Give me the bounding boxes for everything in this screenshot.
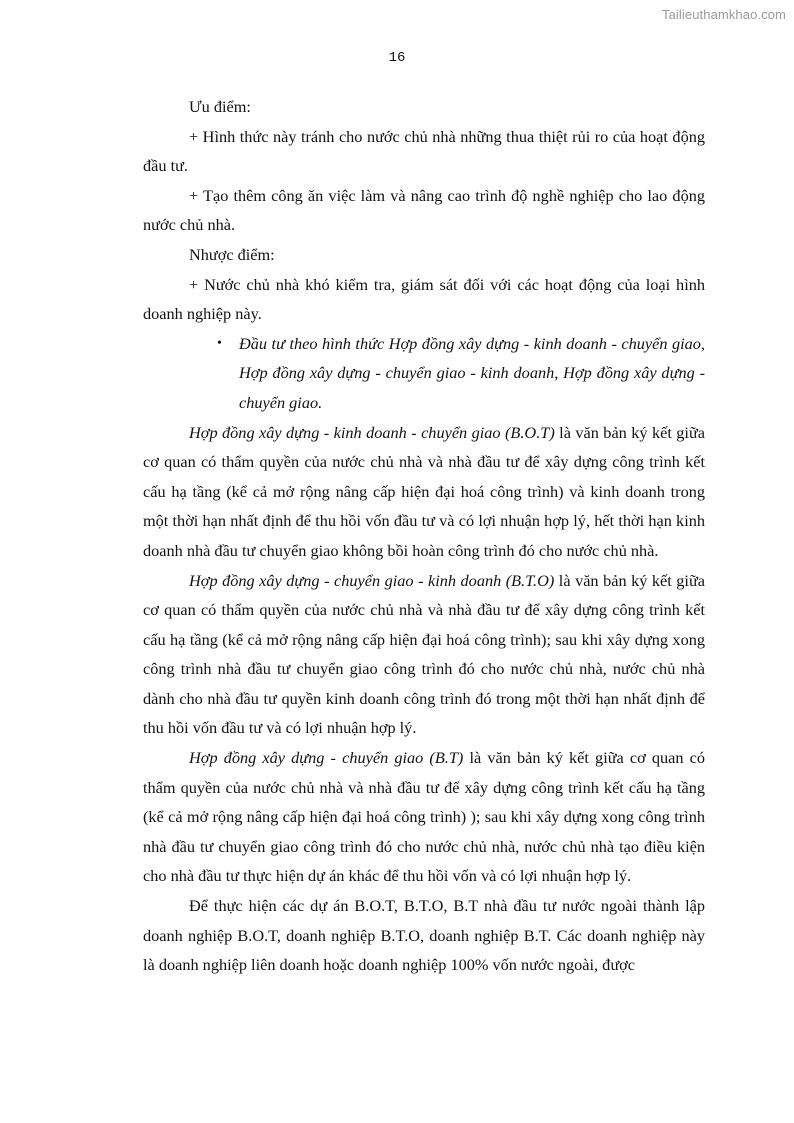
document-body (143, 92, 705, 980)
page-number: 16 (388, 50, 406, 66)
bullet-list (215, 329, 705, 418)
bot-term: Hợp đồng xây dựng - kinh doanh - chuyển giao (B.O.T) (189, 422, 555, 442)
bto-term: Hợp đồng xây dựng - chuyển giao - kinh doanh (B.T.O) (189, 570, 555, 590)
advantage-item: + Hình thức này tránh cho nước chủ nhà những thua thiệt rủi ro của hoạt động đầu tư. (143, 126, 705, 176)
advantages-heading: Ưu điểm: (189, 97, 251, 116)
bot-definition: là văn bản ký kết giữa cơ quan có thẩm quyền của nước chủ nhà và nhà đầu tư để xây dựng công trình kết cấu hạ tầng (kể cả mở rộng nâng cấp hiện đại hoá công trình) và kinh doanh trong một thời hạn nhất định để thu hồi vốn đầu tư và có lợi nhuận hợp lý, hết thời hạn kinh doanh nhà đầu tư chuyển giao không bồi hoàn công trình đó cho nước chủ nhà. (143, 422, 705, 560)
closing-paragraph: Để thực hiện các dự án B.O.T, B.T.O, B.T nhà đầu tư nước ngoài thành lập doanh nghiệp B.O.T, doanh nghiệp B.T.O, doanh nghiệp B.T. Các doanh nghiệp này là doanh nghiệp liên doanh hoặc doanh nghiệp 100% vốn nước ngoài, được (143, 896, 705, 975)
bt-paragraph (143, 743, 705, 891)
bot-paragraph (143, 418, 705, 566)
bullet-heading (215, 329, 705, 418)
watermark-text: Tailieuthamkhao.com (661, 7, 786, 22)
disadvantages-heading: Nhược điểm: (189, 244, 275, 264)
advantage-item: + Tạo thêm công ăn việc làm và nâng cao trình độ nghề nghiệp cho lao động nước chủ nhà. (143, 185, 705, 235)
bullet-marker: • (217, 335, 222, 351)
bto-paragraph (143, 566, 705, 744)
bto-definition: là văn bản ký kết giữa cơ quan có thẩm quyền của nước chủ nhà và nhà đầu tư để xây dựng công trình kết cấu hạ tầng (kể cả mở rộng nâng cấp hiện đại hoá công trình); sau khi xây dựng xong công trình nhà đầu tư chuyển giao công trình đó cho nước chủ nhà, nước chủ nhà dành cho nhà đầu tư quyền kinh doanh công trình đó trong một thời hạn nhất định để thu hồi vốn đầu tư và có lợi nhuận hợp lý. (143, 570, 706, 738)
bullet-heading-text: Đầu tư theo hình thức Hợp đồng xây dựng - kinh doanh - chuyển giao, Hợp đồng xây dựng - chuyển giao - kinh doanh, Hợp đồng xây dựng - chuyển giao. (239, 333, 705, 412)
bt-term: Hợp đồng xây dựng - chuyển giao (B.T) (189, 748, 464, 768)
disadvantage-item: + Nước chủ nhà khó kiểm tra, giám sát đối với các hoạt động của loại hình doanh nghiệp này. (143, 274, 705, 324)
bt-definition: là văn bản ký kết giữa cơ quan có thẩm quyền của nước chủ nhà và nhà đầu tư để xây dựng công trình kết cấu hạ tầng (kể cả mở rộng nâng cấp hiện đại hoá công trình) ); sau khi xây dựng xong công trình nhà đầu tư chuyển giao công trình đó cho nước chủ nhà, nước chủ nhà tạo điều kiện cho nhà đầu tư thực hiện dự án khác để thu hồi vốn và có lợi nhuận hợp lý. (143, 748, 706, 886)
